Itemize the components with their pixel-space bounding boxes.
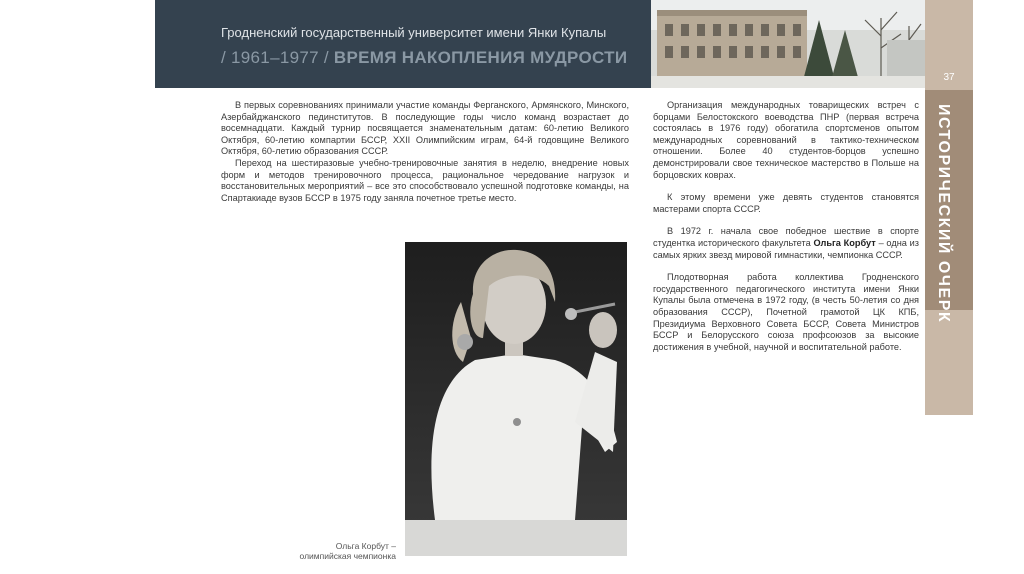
page-header: [155, 0, 651, 88]
p3-after: – одна из самых ярких звезд мировой гимнастики, чемпионка СССР.: [653, 237, 919, 260]
section-sidebar: [925, 0, 973, 415]
campus-photo: [651, 0, 925, 88]
caption-line-2: олимпийская чемпионка: [299, 551, 396, 561]
left-text-column: [221, 100, 629, 204]
page-number: 37: [943, 72, 955, 83]
header-years: / 1961–1977 /: [221, 48, 329, 67]
right-paragraph-4: Плодотворная работа коллектива Гродненского государственного педагогического института имени Янки Купалы была отмечена в 1972 году, (в честь 50-летия со дня образования СССР), Почетной грамотой ЦК КПБ, Президиума Верховного Совета БССР, Совета Министров БССР и Белорусского союза профсоюзов за высокие достижения в учебной, научной и воспитательной работе.: [653, 272, 919, 352]
header-subtitle-text: ВРЕМЯ НАКОПЛЕНИЯ МУДРОСТИ: [333, 48, 628, 67]
korbut-photo-image: [405, 242, 627, 556]
korbut-photo: [405, 242, 627, 556]
right-paragraph-3: [653, 226, 919, 261]
korbut-name: Ольга Корбут: [813, 237, 876, 248]
header-title: Гродненский государственный университет имени Янки Купалы: [221, 25, 607, 40]
p3-before: В 1972 г. начала свое победное шествие в спорте студентка исторического факультета: [653, 226, 919, 248]
campus-photo-image: [651, 0, 925, 88]
left-paragraph-1: В первых соревнованиях принимали участие команды Ферганского, Армянского, Минского, Азербайджанского пединститутов. В последующие годы число команд возрастает до восемнадцати. Каждый турнир посвящается знаменательным датам: 60-летию Великого Октября, 60-летию компартии БССР, XXII Олимпийским играм, 64-й годовщине Великого Октября, 60-летию образования СССР.: [221, 100, 629, 157]
right-paragraph-2: К этому времени уже девять студентов становятся мастерами спорта СССР.: [653, 192, 919, 214]
caption-line-1: Ольга Корбут –: [335, 541, 396, 551]
right-paragraph-1: Организация международных товарищеских встреч с борцами Белостокского воеводства ПНР (первая встреча состоялась в 1976 году) обогатила спортсменов опытом международных соревнований в тактико-техническом отношении. Более 40 студентов-борцов успешно демонстрировали свое техническое мастерство в Польше на борцовских коврах.: [653, 100, 919, 180]
header-subtitle: [221, 48, 627, 68]
section-title: ИСТОРИЧЕСКИЙ ОЧЕРК: [935, 104, 952, 324]
left-paragraph-2: Переход на шестиразовые учебно-тренировочные занятия в неделю, внедрение новых форм и методов тренировочного процесса, рациональное чередование нагрузок и восстановительных мероприятий – все это способствовало успешной подготовке команды, на Спартакиаде вузов БССР в 1975 году заняла почетное третье место.: [221, 157, 629, 203]
photo-caption: [296, 541, 396, 561]
right-text-column: [653, 100, 919, 364]
